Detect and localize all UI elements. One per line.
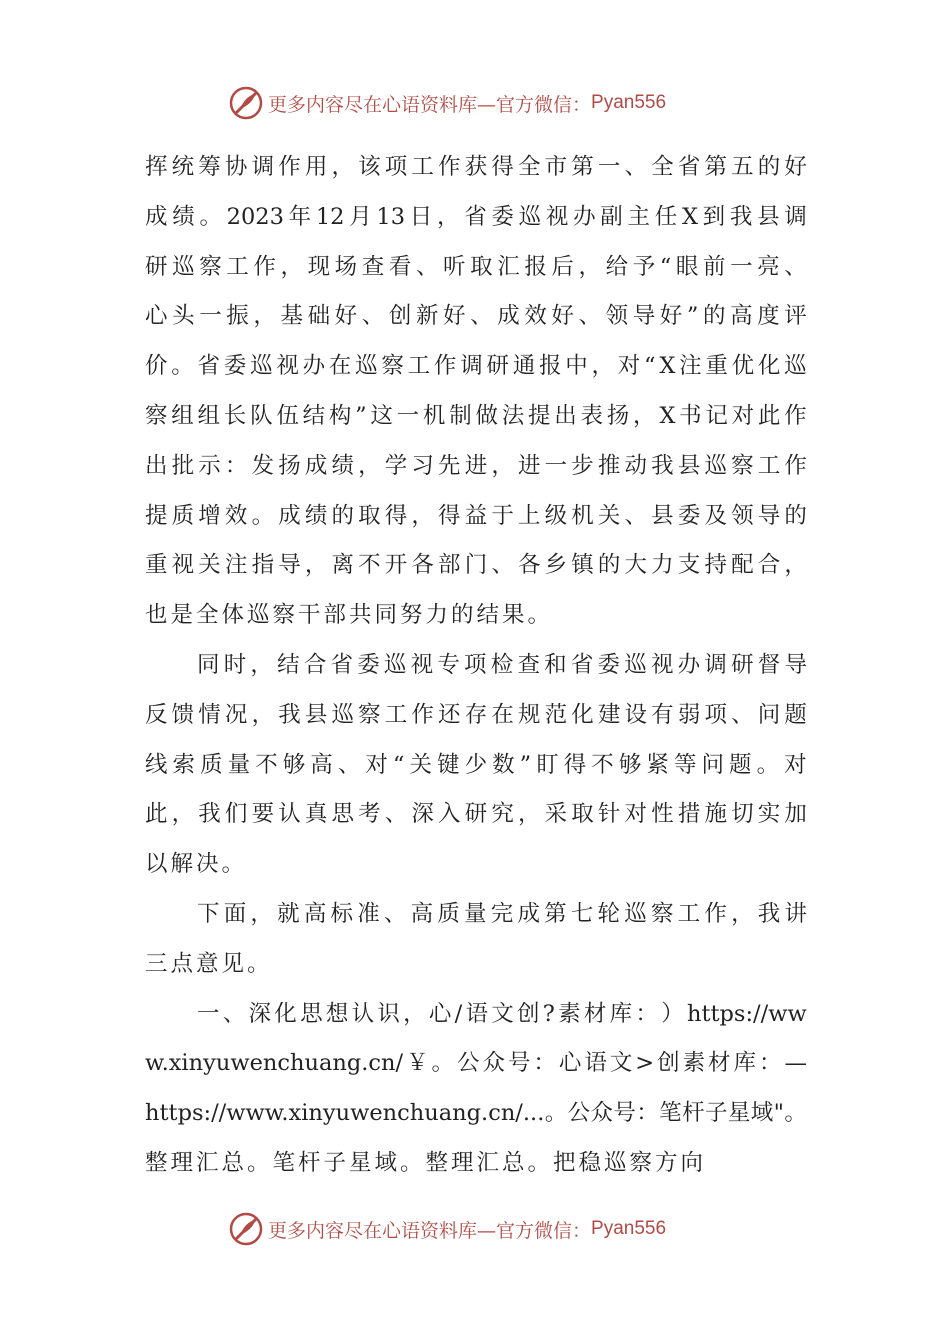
- text-line: 挥 统 筹 协 调 作 用 ， 该 项 工 作 获 得 全 市 第 一 、 全 省 第 五 的 好: [145, 154, 807, 180]
- footer-banner: [228, 1209, 666, 1249]
- text-line: w.xinyuwenchuang.cn/ ￥ 。 公 众 号 ： 心 语 文 > 创 素 材 库 ： —: [145, 1050, 807, 1077]
- quill-pen-logo-icon: [228, 85, 264, 121]
- text-line: 察 组 组 长 队 伍 结 构 ” 这 一 机 制 做 法 提 出 表 扬 ， X 书 记 对 此 作: [145, 402, 807, 429]
- text-line: https://www.xinyuwenchuang.cn/... 。 公 众 号 ： 笔 杆 子 星 域 " 。: [145, 1100, 807, 1127]
- quill-pen-logo-icon: [228, 1211, 264, 1247]
- text-line: 同 时 ， 结 合 省 委 巡 视 专 项 检 查 和 省 委 巡 视 办 调 研 督 导: [197, 651, 807, 678]
- text-line: 整理汇总。笔杆子星域。整理汇总。把稳巡察方向: [145, 1149, 707, 1176]
- text-line: 以解决。: [145, 851, 248, 878]
- text-line: 重 视 关 注 指 导 ， 离 不 开 各 部 门 、 各 乡 镇 的 大 力 支 持 配 合 ，: [145, 552, 807, 579]
- text-line: 线 索 质 量 不 够 高 、 对 “ 关 键 少 数 ” 盯 得 不 够 紧 等 问 题 。 对: [145, 751, 807, 778]
- banner-wechat-id: Pyan556: [591, 92, 667, 113]
- text-line: 一 、 深 化 思 想 认 识 ， 心 / 语 文 创 ? 素 材 库 ： ） https://ww: [197, 1000, 807, 1027]
- text-line: 也是全体巡察干部共同努力的结果。: [145, 602, 554, 629]
- text-line: 出 批 示 ： 发 扬 成 绩 ， 学 习 先 进 ， 进 一 步 推 动 我 县 巡 察 工 作: [145, 452, 807, 479]
- text-line: 价 。 省 委 巡 视 办 在 巡 察 工 作 调 研 通 报 中 ， 对 “ X 注 重 优 化 巡: [145, 353, 807, 380]
- banner-text: 更多内容尽在心语资料库—官方微信：: [268, 1219, 592, 1242]
- text-line: 提 质 增 效 。 成 绩 的 取 得 ， 得 益 于 上 级 机 关 、 县 委 及 领 导 的: [145, 502, 807, 529]
- text-line: 心 头 一 振 ， 基 础 好 、 创 新 好 、 成 效 好 、 领 导 好 ” 的 高 度 评: [145, 303, 807, 330]
- text-line: 反 馈 情 况 ， 我 县 巡 察 工 作 还 存 在 规 范 化 建 设 有 弱 项 、 问 题: [145, 701, 807, 728]
- banner-wechat-id: Pyan556: [591, 1218, 667, 1239]
- document-body: [145, 143, 807, 1189]
- text-line: 此 ， 我 们 要 认 真 思 考 、 深 入 研 究 ， 采 取 针 对 性 措 施 切 实 加: [145, 801, 807, 828]
- text-line: 下 面 ， 就 高 标 准 、 高 质 量 完 成 第 七 轮 巡 察 工 作 ， 我 讲: [197, 900, 807, 927]
- text-line: 研 巡 察 工 作 ， 现 场 查 看 、 听 取 汇 报 后 ， 给 予 “ 眼 前 一 亮 、: [145, 253, 807, 280]
- header-banner: [228, 83, 666, 123]
- text-line: 成 绩 。 2023 年 12 月 13 日 ， 省 委 巡 视 办 副 主 任 X 到 我 县 调: [145, 203, 807, 230]
- banner-text: 更多内容尽在心语资料库—官方微信：: [268, 93, 592, 116]
- text-line: 三点意见。: [145, 950, 273, 977]
